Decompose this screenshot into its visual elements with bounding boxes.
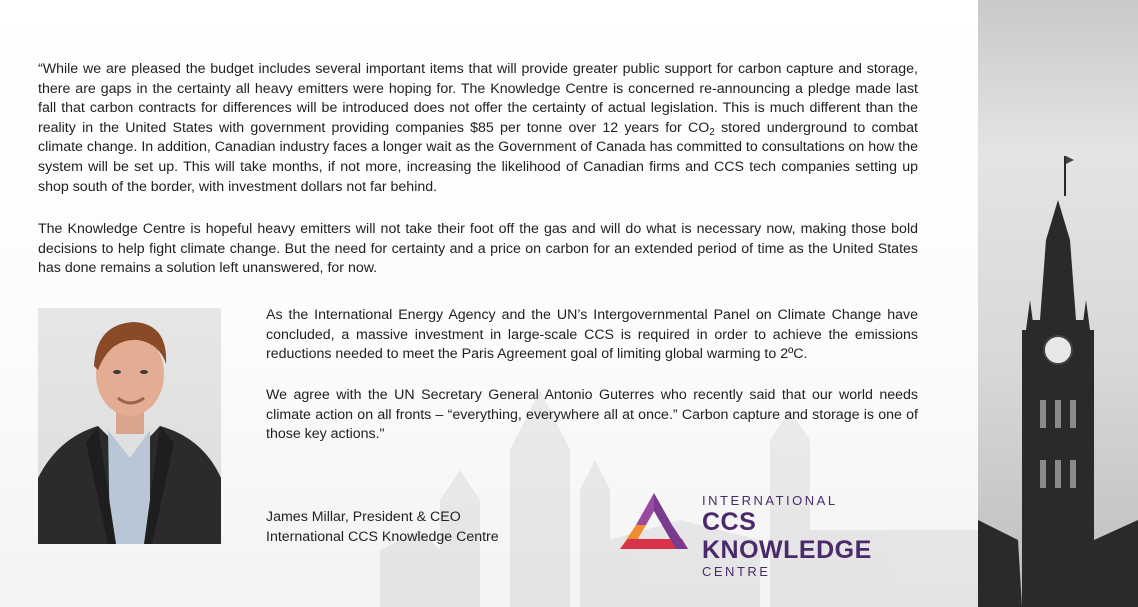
peace-tower-photo bbox=[978, 0, 1138, 607]
triangle-logo-icon bbox=[618, 491, 690, 551]
quote-paragraph-1: “While we are pleased the budget includes several important items that will provide greater public support for carbon capture and storage, there are gaps in the certainty all heavy emitters were hoping for. The Knowledge Centre is concerned re-announcing a pledge made last fall that carbon contracts for differences will be introduced does not offer the certainty of actual legislation. This is much different than the reality in the United States with government providing companies $85 per tonne over 12 years for $CO_2$ stored underground to combat climate change. In addition, Canadian industry faces a longer wait as the Government of Canada has committed to consultations on how the system will be set up. This will take months, if not more, increasing the likelihood of Canadian firms and CCS tech companies setting up shop south of the border, with investment dollars not far behind. bbox=[38, 61, 918, 195]
logo-line-3: CENTRE bbox=[702, 564, 771, 579]
quote-paragraph-3: As the International Energy Agency and the UN’s Intergovernmental Panel on Climate Change have concluded, a massive investment in large-scale CCS is required in order to achieve the emissions reductions needed to meet the Paris Agreement goal of limiting global warming to 2ºC. bbox=[266, 307, 918, 363]
quote-paragraph-4: We agree with the UN Secretary General Antonio Guterres who recently said that our world needs climate action on all fronts – “everything, everywhere all at once.” Carbon capture and storage is one of those key actions." bbox=[266, 387, 918, 443]
signature-organization: International CCS Knowledge Centre bbox=[266, 529, 499, 545]
ccs-knowledge-centre-logo bbox=[618, 491, 918, 579]
signature-name-title: James Millar, President & CEO bbox=[266, 509, 461, 525]
logo-line-2: CCS KNOWLEDGE bbox=[702, 508, 872, 564]
portrait-photo bbox=[38, 308, 221, 544]
logo-line-1: INTERNATIONAL bbox=[702, 493, 838, 508]
quote-paragraph-2: The Knowledge Centre is hopeful heavy emitters will not take their foot off the gas and will do what is necessary now, making those bold decisions to help fight climate change. But the need for certainty and a price on carbon for an extended period of time as the United States has done remains a solution left unanswered, for now. bbox=[38, 221, 918, 277]
signature-block bbox=[266, 507, 499, 547]
